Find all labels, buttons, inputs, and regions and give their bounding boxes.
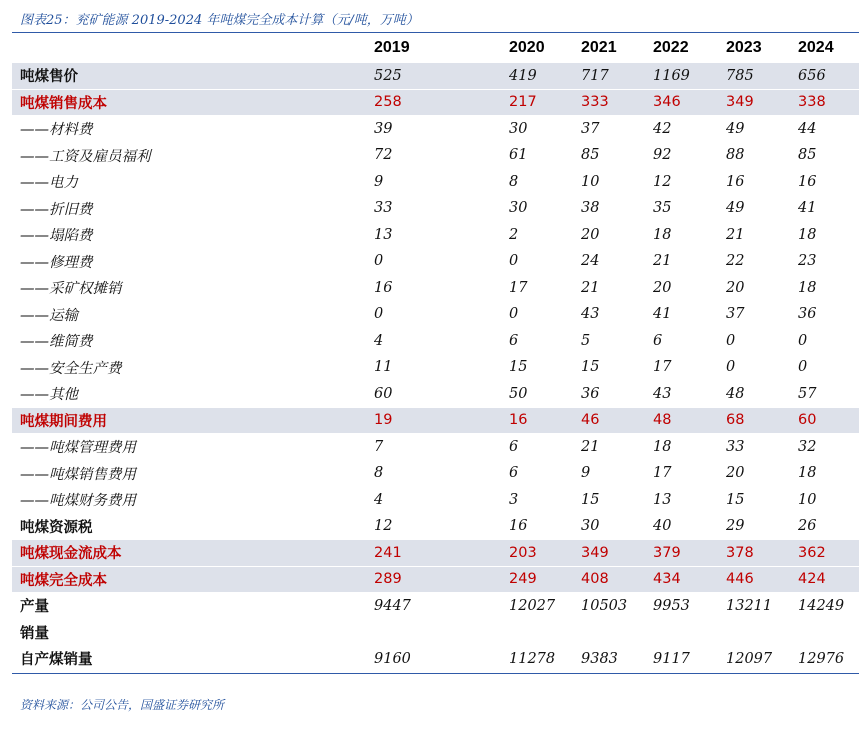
value-cell-2019: 9 (374, 173, 384, 190)
value-cell-2023: 0 (726, 332, 736, 349)
value-cell-2022: 434 (653, 571, 681, 588)
value-cell-2019: 289 (374, 571, 402, 588)
value-cell-2023: 12097 (726, 650, 773, 667)
value-cell-2021: 20 (581, 226, 600, 243)
header-year-2024: 2024 (798, 39, 834, 56)
value-cell-2021: 9 (581, 465, 591, 482)
row-label: 吨煤期间费用 (20, 413, 107, 430)
table-row (12, 514, 859, 541)
value-cell-2022: 9117 (653, 650, 690, 667)
value-cell-2024: 44 (798, 120, 817, 137)
value-cell-2024: 18 (798, 279, 817, 296)
table-row (12, 275, 859, 302)
value-cell-2022: 41 (653, 306, 672, 323)
table-row (12, 222, 859, 249)
value-cell-2019: 39 (374, 120, 393, 137)
value-cell-2021: 408 (581, 571, 609, 588)
table-row (12, 63, 859, 90)
value-cell-2023: 88 (726, 147, 745, 164)
value-cell-2020: 6 (509, 438, 519, 455)
value-cell-2020: 12027 (509, 597, 556, 614)
row-label: ——电力 (20, 175, 78, 192)
value-cell-2019: 12 (374, 518, 393, 535)
value-cell-2021: 21 (581, 438, 600, 455)
value-cell-2020: 217 (509, 94, 537, 111)
table-header-row (12, 33, 859, 63)
value-cell-2019: 9160 (374, 650, 411, 667)
value-cell-2021: 85 (581, 147, 600, 164)
value-cell-2020: 2 (509, 226, 519, 243)
value-cell-2023: 68 (726, 412, 745, 429)
value-cell-2020: 11278 (509, 650, 556, 667)
value-cell-2024: 14249 (798, 597, 845, 614)
row-label: 吨煤售价 (20, 69, 78, 86)
value-cell-2019: 9447 (374, 597, 411, 614)
value-cell-2024: 41 (798, 200, 817, 217)
header-year-2020: 2020 (509, 39, 545, 56)
value-cell-2023: 16 (726, 173, 745, 190)
value-cell-2023: 22 (726, 253, 745, 270)
row-label: ——维简费 (20, 334, 93, 351)
value-cell-2023: 446 (726, 571, 754, 588)
row-label: ——材料费 (20, 122, 93, 139)
value-cell-2019: 258 (374, 94, 402, 111)
value-cell-2023: 29 (726, 518, 745, 535)
value-cell-2023: 15 (726, 491, 745, 508)
table-row (12, 90, 859, 117)
value-cell-2020: 0 (509, 253, 519, 270)
header-year-2022: 2022 (653, 39, 689, 56)
value-cell-2019: 0 (374, 306, 384, 323)
table-row (12, 355, 859, 382)
table-row (12, 143, 859, 170)
value-cell-2022: 42 (653, 120, 672, 137)
value-cell-2022: 18 (653, 226, 672, 243)
value-cell-2024: 10 (798, 491, 817, 508)
value-cell-2021: 15 (581, 359, 600, 376)
value-cell-2024: 32 (798, 438, 817, 455)
value-cell-2020: 6 (509, 465, 519, 482)
value-cell-2021: 43 (581, 306, 600, 323)
value-cell-2022: 346 (653, 94, 681, 111)
value-cell-2023: 378 (726, 544, 754, 561)
table-row (12, 249, 859, 276)
value-cell-2024: 0 (798, 332, 808, 349)
value-cell-2022: 48 (653, 412, 672, 429)
value-cell-2021: 717 (581, 67, 609, 84)
table-row (12, 116, 859, 143)
value-cell-2020: 30 (509, 200, 528, 217)
value-cell-2023: 0 (726, 359, 736, 376)
header-year-2023: 2023 (726, 39, 762, 56)
value-cell-2023: 21 (726, 226, 745, 243)
table-row (12, 646, 859, 673)
value-cell-2024: 36 (798, 306, 817, 323)
value-cell-2021: 5 (581, 332, 591, 349)
table-row (12, 593, 859, 620)
table-row (12, 381, 859, 408)
value-cell-2019: 33 (374, 200, 393, 217)
row-label: 吨煤销售成本 (20, 95, 107, 112)
value-cell-2023: 49 (726, 120, 745, 137)
value-cell-2024: 18 (798, 226, 817, 243)
value-cell-2019: 19 (374, 412, 393, 429)
value-cell-2019: 60 (374, 385, 393, 402)
source-note: 资料来源：公司公告，国盛证券研究所 (20, 698, 225, 712)
value-cell-2019: 8 (374, 465, 384, 482)
value-cell-2021: 333 (581, 94, 609, 111)
value-cell-2022: 6 (653, 332, 663, 349)
row-label: ——运输 (20, 307, 78, 324)
value-cell-2022: 379 (653, 544, 681, 561)
value-cell-2024: 656 (798, 67, 826, 84)
value-cell-2022: 9953 (653, 597, 690, 614)
value-cell-2020: 0 (509, 306, 519, 323)
value-cell-2020: 203 (509, 544, 537, 561)
value-cell-2023: 785 (726, 67, 754, 84)
row-label: ——吨煤财务费用 (20, 493, 136, 510)
value-cell-2021: 30 (581, 518, 600, 535)
value-cell-2023: 33 (726, 438, 745, 455)
value-cell-2020: 15 (509, 359, 528, 376)
value-cell-2020: 17 (509, 279, 528, 296)
value-cell-2023: 20 (726, 465, 745, 482)
header-year-2019: 2019 (374, 39, 410, 56)
value-cell-2023: 48 (726, 385, 745, 402)
value-cell-2019: 72 (374, 147, 393, 164)
value-cell-2023: 20 (726, 279, 745, 296)
header-year-2021: 2021 (581, 39, 617, 56)
value-cell-2021: 38 (581, 200, 600, 217)
value-cell-2020: 6 (509, 332, 519, 349)
value-cell-2024: 60 (798, 412, 817, 429)
row-label: ——修理费 (20, 254, 93, 271)
value-cell-2021: 15 (581, 491, 600, 508)
value-cell-2020: 249 (509, 571, 537, 588)
value-cell-2024: 85 (798, 147, 817, 164)
value-cell-2024: 0 (798, 359, 808, 376)
value-cell-2021: 21 (581, 279, 600, 296)
value-cell-2019: 11 (374, 359, 393, 376)
table-body (12, 63, 859, 673)
row-label: ——安全生产费 (20, 360, 122, 377)
value-cell-2022: 17 (653, 465, 672, 482)
row-label: 销量 (20, 625, 49, 642)
value-cell-2022: 12 (653, 173, 672, 190)
row-label: ——吨煤销售费用 (20, 466, 136, 483)
value-cell-2022: 18 (653, 438, 672, 455)
table-row (12, 302, 859, 329)
value-cell-2024: 362 (798, 544, 826, 561)
table-row (12, 620, 859, 647)
value-cell-2022: 21 (653, 253, 672, 270)
value-cell-2020: 30 (509, 120, 528, 137)
value-cell-2019: 4 (374, 491, 384, 508)
value-cell-2021: 349 (581, 544, 609, 561)
row-label: ——采矿权摊销 (20, 281, 122, 298)
value-cell-2022: 43 (653, 385, 672, 402)
value-cell-2024: 26 (798, 518, 817, 535)
value-cell-2021: 9383 (581, 650, 618, 667)
value-cell-2024: 18 (798, 465, 817, 482)
table-caption: 图表25：兖矿能源 2019-2024 年吨煤完全成本计算（元/吨，万吨） (20, 13, 419, 28)
row-label: 吨煤资源税 (20, 519, 93, 536)
value-cell-2022: 20 (653, 279, 672, 296)
row-label: 吨煤现金流成本 (20, 546, 122, 563)
table-row (12, 461, 859, 488)
value-cell-2020: 16 (509, 412, 528, 429)
table-row (12, 540, 859, 567)
value-cell-2021: 10 (581, 173, 600, 190)
value-cell-2019: 7 (374, 438, 384, 455)
row-label: ——折旧费 (20, 201, 93, 218)
value-cell-2023: 37 (726, 306, 745, 323)
value-cell-2023: 13211 (726, 597, 773, 614)
value-cell-2019: 0 (374, 253, 384, 270)
value-cell-2020: 61 (509, 147, 528, 164)
value-cell-2023: 49 (726, 200, 745, 217)
row-label: ——塌陷费 (20, 228, 93, 245)
table-row (12, 434, 859, 461)
value-cell-2021: 37 (581, 120, 600, 137)
value-cell-2019: 4 (374, 332, 384, 349)
row-label: 自产煤销量 (20, 652, 93, 669)
value-cell-2020: 3 (509, 491, 519, 508)
value-cell-2021: 46 (581, 412, 600, 429)
row-label: ——其他 (20, 387, 78, 404)
value-cell-2019: 241 (374, 544, 402, 561)
table-row (12, 196, 859, 223)
table-row (12, 169, 859, 196)
value-cell-2019: 16 (374, 279, 393, 296)
value-cell-2021: 24 (581, 253, 600, 270)
value-cell-2022: 1169 (653, 67, 690, 84)
row-label: ——工资及雇员福利 (20, 148, 151, 165)
value-cell-2024: 12976 (798, 650, 845, 667)
table-row (12, 328, 859, 355)
value-cell-2020: 419 (509, 67, 537, 84)
value-cell-2020: 8 (509, 173, 519, 190)
value-cell-2024: 424 (798, 571, 826, 588)
value-cell-2022: 40 (653, 518, 672, 535)
row-label: 产量 (20, 599, 49, 616)
value-cell-2022: 17 (653, 359, 672, 376)
value-cell-2023: 349 (726, 94, 754, 111)
value-cell-2024: 23 (798, 253, 817, 270)
row-label: 吨煤完全成本 (20, 572, 107, 589)
value-cell-2024: 338 (798, 94, 826, 111)
cost-table (12, 32, 859, 674)
value-cell-2020: 16 (509, 518, 528, 535)
value-cell-2024: 57 (798, 385, 817, 402)
value-cell-2019: 525 (374, 67, 402, 84)
table-row (12, 487, 859, 514)
row-label: ——吨煤管理费用 (20, 440, 136, 457)
value-cell-2021: 10503 (581, 597, 628, 614)
value-cell-2024: 16 (798, 173, 817, 190)
value-cell-2022: 35 (653, 200, 672, 217)
value-cell-2022: 92 (653, 147, 672, 164)
value-cell-2021: 36 (581, 385, 600, 402)
value-cell-2022: 13 (653, 491, 672, 508)
table-bottom-rule (12, 673, 859, 674)
value-cell-2020: 50 (509, 385, 528, 402)
value-cell-2019: 13 (374, 226, 393, 243)
table-row (12, 408, 859, 435)
table-row (12, 567, 859, 594)
